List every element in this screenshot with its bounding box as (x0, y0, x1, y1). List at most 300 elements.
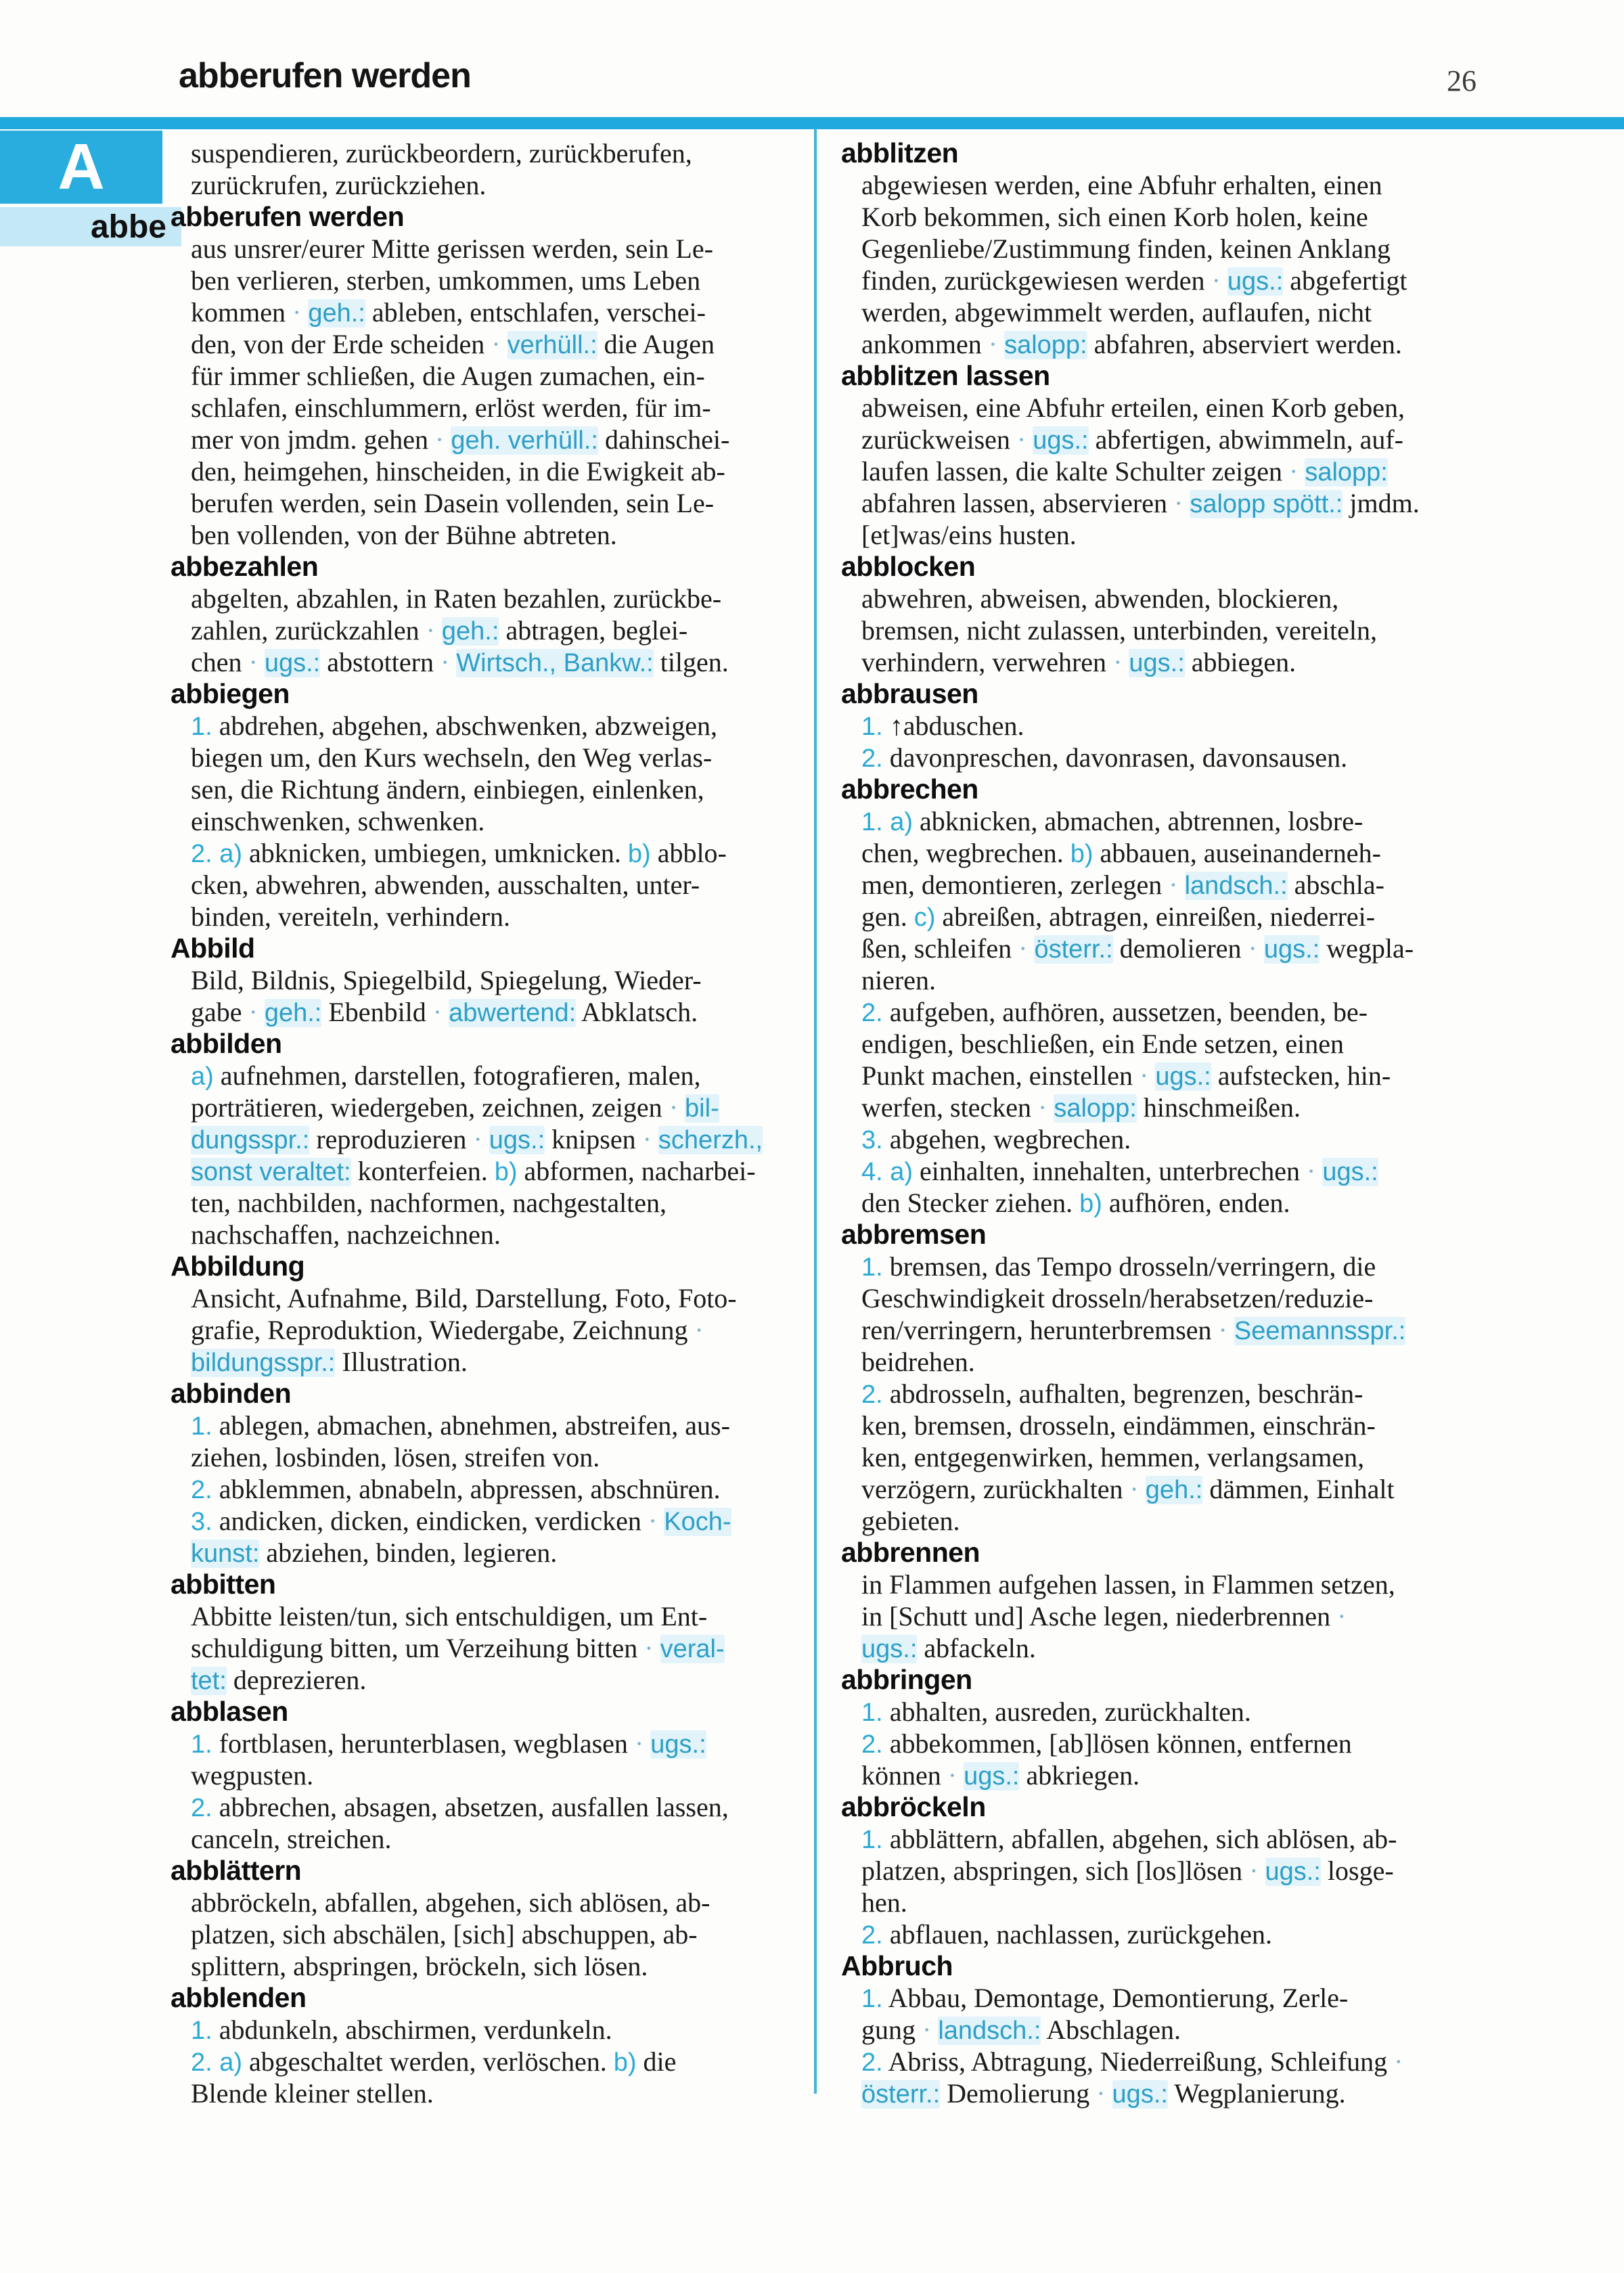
text-line (841, 1600, 1585, 1632)
register-label: Koch- (664, 1508, 731, 1536)
entry-headword: abbitten (171, 1569, 276, 1600)
entry-headword: abblenden (171, 1982, 307, 2013)
register-label: salopp: (1004, 331, 1087, 359)
register-label: ugs.: (1033, 426, 1089, 455)
text-run: abbiegen. (1184, 647, 1296, 677)
text-line (841, 1060, 1585, 1092)
sense-number: 1. (861, 808, 890, 836)
text-run: canceln, streichen. (191, 1824, 392, 1854)
separator-dot: · (1031, 1092, 1054, 1123)
text-line (841, 265, 1585, 296)
sense-number: 2. (861, 1921, 883, 1950)
register-label: scherzh., (658, 1126, 763, 1154)
text-line (171, 901, 807, 932)
text-run: ben verlieren, sterben, umkommen, ums Leben (191, 265, 701, 296)
text-run: porträtieren, wiedergeben, zeichnen, zeigen (191, 1092, 662, 1123)
register-label: geh.: (1145, 1476, 1203, 1504)
text-run: aus unsrer/eurer Mitte gerissen werden, sein Le- (191, 233, 713, 264)
text-line (171, 1664, 807, 1696)
register-label: ugs.: (650, 1730, 706, 1759)
sub-sense-letter: a) (219, 840, 243, 868)
text-run: finden, zurückgewiesen werden (861, 265, 1205, 296)
sense-number: 1. (861, 1698, 883, 1727)
text-line (171, 519, 807, 551)
separator-dot: · (466, 1124, 489, 1154)
text-run: wegpusten. (191, 1760, 314, 1791)
text-line (171, 1155, 807, 1187)
text-line (841, 1823, 1585, 1855)
text-run: zurückrufen, zurückziehen. (191, 170, 487, 200)
text-run: andicken, dicken, eindicken, verdicken (212, 1506, 641, 1536)
text-run: ten, nachbilden, nachformen, nachgestalten, (191, 1188, 667, 1218)
text-run: men, demontieren, zerlegen (861, 870, 1163, 900)
text-line (841, 1410, 1585, 1441)
separator-dot: · (1241, 933, 1264, 964)
sub-sense-letter: b) (494, 1158, 518, 1186)
text-line (171, 1728, 807, 1759)
text-run: bremsen, nicht zulassen, unterbinden, vereiteln, (861, 615, 1377, 646)
text-line (171, 1791, 807, 1823)
text-line (171, 964, 807, 996)
text-line (841, 169, 1585, 201)
text-line (171, 169, 807, 201)
text-run: ziehen, losbinden, lösen, streifen von. (191, 1442, 600, 1472)
sense-number: 2. (861, 2048, 883, 2077)
text-line (841, 1028, 1585, 1060)
text-run: ankommen (861, 329, 982, 359)
text-run: abknicken, umbiegen, umknicken. (242, 838, 628, 868)
text-run: davonpreschen, davonrasen, davonsausen. (882, 742, 1348, 773)
text-line (841, 328, 1585, 360)
text-line (841, 1092, 1585, 1123)
text-run: die (636, 2046, 677, 2077)
text-run: Gegenliebe/Zustimmung finden, keinen Anklang (861, 233, 1391, 264)
separator-dot: · (1300, 1156, 1323, 1186)
register-label: abwertend: (449, 999, 577, 1027)
text-run: aufgeben, aufhören, aussetzen, beenden, be- (882, 997, 1368, 1027)
entry-headword: abbrechen (841, 773, 978, 805)
text-line (841, 1346, 1585, 1378)
register-label: landsch.: (938, 2017, 1041, 2045)
text-line (171, 2077, 807, 2109)
separator-dot: · (637, 1633, 660, 1663)
register-label: österr.: (1034, 935, 1113, 964)
text-line (841, 932, 1585, 964)
text-line (171, 1282, 807, 1314)
sub-sense-letter: a) (191, 1062, 214, 1091)
text-line (841, 487, 1585, 519)
register-label: ugs.: (1265, 1858, 1321, 1886)
text-run: Geschwindigkeit drosseln/herabsetzen/reduzie- (861, 1283, 1374, 1313)
text-line (841, 1282, 1585, 1314)
text-run: ken, entgegenwirken, hemmen, verlangsamen, (861, 1442, 1365, 1472)
text-line (171, 1410, 807, 1441)
text-run: sen, die Richtung ändern, einbiegen, einlenken, (191, 774, 704, 805)
text-line (841, 201, 1585, 233)
text-run: abgehen, wegbrechen. (882, 1124, 1131, 1154)
register-label: ugs.: (1322, 1158, 1378, 1186)
text-line (841, 1855, 1585, 1887)
text-run: nachschaffen, nachzeichnen. (191, 1219, 501, 1250)
text-line (841, 1505, 1585, 1537)
sense-number: 2. (861, 1380, 883, 1409)
text-line (841, 1155, 1585, 1187)
text-run: in Flammen aufgehen lassen, in Flammen setzen, (861, 1569, 1395, 1600)
text-line (171, 1537, 807, 1569)
text-run: ren/verringern, herunterbremsen (861, 1315, 1212, 1345)
text-run: werfen, stecken (861, 1092, 1031, 1123)
text-line (841, 646, 1585, 678)
text-run: für immer schließen, die Augen zumachen, ein- (191, 361, 705, 391)
left-column (171, 137, 807, 2109)
text-run: Demolierung (940, 2078, 1090, 2109)
text-run: bremsen, das Tempo drosseln/verringern, die (882, 1251, 1376, 1282)
separator-dot: · (484, 329, 508, 359)
text-run: abklemmen, abnabeln, abpressen, abschnüren. (212, 1474, 721, 1504)
text-run: abgelten, abzahlen, in Raten bezahlen, zurückbe- (191, 583, 722, 614)
separator-dot: · (419, 615, 442, 646)
text-run: abkriegen. (1019, 1760, 1140, 1791)
entry-headword: Abbild (171, 932, 255, 964)
text-run: abflauen, nachlassen, zurückgehen. (882, 1919, 1272, 1950)
text-run: kommen (191, 297, 286, 328)
text-line (171, 1441, 807, 1473)
register-label: ugs.: (861, 1635, 918, 1663)
text-line (841, 1473, 1585, 1505)
text-run: [et]was/eins husten. (861, 520, 1077, 550)
register-label: tet: (191, 1667, 227, 1695)
register-label: ugs.: (964, 1762, 1020, 1791)
text-line (841, 837, 1585, 869)
sense-number: 2. (191, 1794, 212, 1822)
register-label: kunst: (191, 1539, 260, 1568)
register-label: bildungsspr.: (191, 1349, 336, 1377)
text-run: ben vollenden, von der Bühne abtreten. (191, 520, 617, 550)
text-run: losge- (1320, 1855, 1394, 1886)
text-run: abblättern, abfallen, abgehen, sich ablösen, ab- (882, 1824, 1397, 1854)
sense-number: 1. (191, 1412, 212, 1441)
separator-dot: · (916, 2015, 939, 2045)
sense-number: 1. (861, 1826, 883, 1854)
text-run: dahinschei- (597, 424, 730, 455)
text-run: abfahren lassen, abservieren (861, 488, 1167, 518)
register-label: bil- (685, 1094, 719, 1123)
entry-headword: abblitzen lassen (841, 360, 1050, 391)
sense-number: 1. (191, 1730, 212, 1759)
running-head: abberufen werden (179, 56, 471, 95)
register-label: salopp: (1305, 458, 1388, 487)
text-line (171, 1950, 807, 1982)
text-run: endigen, beschließen, ein Ende setzen, einen (861, 1029, 1345, 1059)
text-line (841, 1632, 1585, 1664)
sense-number: 1. (861, 1253, 883, 1282)
text-line (171, 869, 807, 901)
text-line (841, 1123, 1585, 1155)
text-run: gebieten. (861, 1506, 960, 1536)
text-run: konterfeien. (351, 1156, 495, 1186)
text-line (171, 1473, 807, 1505)
text-line (171, 773, 807, 805)
text-line (171, 646, 807, 678)
text-line (841, 1918, 1585, 1950)
page-number: 26 (1447, 64, 1476, 97)
separator-dot: · (627, 1728, 651, 1759)
text-line (171, 137, 807, 169)
sense-number: 2. (191, 1476, 212, 1504)
separator-dot: · (941, 1760, 964, 1791)
text-run: wegpla- (1320, 933, 1414, 964)
text-run: suspendieren, zurückbeordern, zurückberufen, (191, 138, 692, 168)
text-run: aufstecken, hin- (1211, 1060, 1391, 1091)
entry-headword: abberufen werden (171, 201, 405, 232)
separator-dot: · (1211, 1315, 1234, 1345)
register-label: dungsspr.: (191, 1126, 310, 1154)
register-label: landsch.: (1184, 872, 1288, 900)
text-line (841, 2014, 1585, 2046)
separator-dot: · (1010, 424, 1033, 455)
thumb-index-tab (0, 207, 181, 246)
text-run: platzen, sich abschälen, [sich] abschuppen, ab- (191, 1919, 698, 1950)
separator-dot: · (426, 997, 449, 1027)
text-run: abformen, nacharbei- (517, 1156, 756, 1186)
text-line (841, 964, 1585, 996)
sub-sense-letter: c) (914, 903, 936, 932)
text-run: Korb bekommen, sich einen Korb holen, keine (861, 202, 1368, 232)
text-run: abbekommen, [ab]lösen können, entfernen (882, 1728, 1352, 1759)
entry-headword: abbröckeln (841, 1791, 986, 1822)
separator-dot: · (1106, 647, 1129, 677)
sense-number: 2. (861, 1730, 883, 1759)
separator-dot: · (1282, 456, 1305, 487)
entry-headword: abblasen (171, 1696, 288, 1727)
text-run: Abbau, Demontage, Demontierung, Zerle- (882, 1983, 1349, 2013)
text-run: ken, bremsen, drosseln, eindämmen, einschrän- (861, 1410, 1376, 1441)
text-line (171, 1632, 807, 1664)
column-divider (814, 129, 817, 2094)
register-label: geh.: (308, 299, 365, 328)
separator-dot: · (635, 1124, 658, 1154)
text-run: abbrechen, absagen, absetzen, ausfallen lassen, (212, 1792, 729, 1822)
entry-headword: abbremsen (841, 1219, 987, 1250)
separator-dot: · (242, 997, 265, 1027)
text-line (171, 392, 807, 424)
text-run: den, heimgehen, hinscheiden, in die Ewigkeit ab- (191, 456, 725, 487)
text-run: demolieren (1112, 933, 1242, 964)
text-run: verzögern, zurückhalten (861, 1474, 1123, 1504)
text-run: abhalten, ausreden, zurückhalten. (882, 1696, 1251, 1727)
separator-dot: · (641, 1506, 664, 1536)
text-run: Abklatsch. (576, 997, 698, 1027)
text-run: abreißen, abtragen, einreißen, niederrei- (935, 901, 1376, 932)
text-line (841, 1982, 1585, 2014)
sub-sense-letter: a) (219, 2048, 243, 2077)
text-run: einhalten, innehalten, unterbrechen (913, 1156, 1301, 1186)
separator-dot: · (1133, 1060, 1156, 1091)
text-line (171, 1759, 807, 1791)
register-label: geh. verhüll.: (451, 426, 598, 455)
text-run: schlafen, einschlummern, erlöst werden, für im- (191, 392, 711, 423)
text-run: abfahren, abserviert werden. (1087, 329, 1402, 359)
register-label: verhüll.: (507, 331, 597, 359)
entry-headword: abbrennen (841, 1537, 980, 1568)
sub-sense-letter: b) (613, 2048, 637, 2077)
entry-headword: Abbruch (841, 1950, 953, 1981)
sense-number: 3. (191, 1508, 212, 1536)
text-run: abweisen, eine Abfuhr erteilen, einen Korb geben, (861, 392, 1405, 423)
register-label: Seemannsspr.: (1234, 1317, 1406, 1345)
register-label: ugs.: (1155, 1062, 1211, 1091)
text-line (171, 1219, 807, 1251)
separator-dot: · (1242, 1855, 1265, 1886)
text-run: abschla- (1287, 870, 1384, 900)
text-line (841, 233, 1585, 265)
register-label: Wirtsch., Bankw.: (456, 649, 654, 677)
text-run: abfackeln. (917, 1633, 1036, 1663)
sense-number: 1. (861, 713, 883, 741)
text-run: knipsen (545, 1124, 636, 1154)
text-line (171, 296, 807, 328)
separator-dot: · (1330, 1601, 1347, 1631)
sub-sense-letter: b) (627, 840, 651, 868)
text-run: cken, abwehren, abwenden, ausschalten, unter- (191, 870, 700, 900)
text-run: abgeschaltet werden, verlöschen. (242, 2046, 614, 2077)
text-line (841, 455, 1585, 487)
text-run: tilgen. (653, 647, 729, 677)
text-line (171, 1346, 807, 1378)
thumb-index-label: abbe (90, 208, 166, 245)
text-line (171, 1505, 807, 1537)
text-line (171, 1123, 807, 1155)
text-run: abgewiesen werden, eine Abfuhr erhalten, einen (861, 170, 1382, 200)
text-line (171, 2014, 807, 2046)
sub-sense-letter: a) (890, 808, 914, 836)
register-label: ugs.: (264, 649, 321, 677)
text-run: gen. (861, 901, 914, 932)
register-label: ugs.: (1112, 2080, 1168, 2109)
text-run: biegen um, den Kurs wechseln, den Weg verlas- (191, 742, 713, 773)
text-run: hinschmeißen. (1136, 1092, 1301, 1123)
text-line (171, 1823, 807, 1855)
register-label: ugs.: (1263, 935, 1320, 964)
text-run: jmdm. (1343, 488, 1420, 518)
text-line (841, 424, 1585, 455)
text-run: abbauen, auseinanderneh- (1093, 838, 1381, 868)
text-line (171, 1187, 807, 1219)
entry-headword: abblocken (841, 551, 976, 582)
text-line (171, 1060, 807, 1092)
text-run: chen, wegbrechen. (861, 838, 1070, 868)
text-line (171, 424, 807, 455)
text-run: chen (191, 647, 242, 677)
text-run: Abbitte leisten/tun, sich entschuldigen, um Ent- (191, 1601, 708, 1631)
text-line (171, 328, 807, 360)
text-run: berufen werden, sein Dasein vollenden, sein Le- (191, 488, 715, 518)
text-run: abtragen, beglei- (499, 615, 688, 646)
sense-number: 2. (191, 2048, 220, 2077)
text-run: splittern, abspringen, bröckeln, sich lösen. (191, 1951, 648, 1981)
sense-number: 1. (191, 713, 212, 741)
text-run: zurückweisen (861, 424, 1010, 455)
text-line (841, 1314, 1585, 1346)
text-run: abdrosseln, aufhalten, begrenzen, beschrän- (882, 1378, 1363, 1409)
entry-headword: abbrausen (841, 678, 978, 709)
text-line (171, 360, 807, 392)
text-run: abstottern (320, 647, 434, 677)
text-run: in [Schutt und] Asche legen, niederbrennen (861, 1601, 1331, 1631)
text-line (171, 487, 807, 519)
text-run: abbröckeln, abfallen, abgehen, sich ablösen, ab- (191, 1887, 710, 1918)
text-run: dämmen, Einhalt (1202, 1474, 1395, 1504)
separator-dot: · (1204, 265, 1227, 296)
entry-headword: Abbildung (171, 1251, 305, 1282)
text-line (171, 742, 807, 773)
separator-dot: · (1387, 2046, 1403, 2077)
text-line (171, 1314, 807, 1346)
text-run: abziehen, binden, legieren. (259, 1537, 558, 1568)
register-label: ugs.: (1129, 649, 1185, 677)
text-run: nieren. (861, 965, 936, 995)
text-run: abgefertigt (1283, 265, 1407, 296)
text-run: Abschlagen. (1041, 2015, 1181, 2045)
text-run: binden, vereiteln, verhindern. (191, 901, 511, 932)
text-run: reproduzieren (309, 1124, 467, 1154)
text-run: ablegen, abmachen, abnehmen, abstreifen, aus- (212, 1410, 730, 1441)
text-run: platzen, abspringen, sich [los]lösen (861, 1855, 1243, 1886)
separator-dot: · (285, 297, 309, 328)
text-line (841, 869, 1585, 901)
text-line (841, 2046, 1585, 2077)
text-run: abdrehen, abgehen, abschwenken, abzweigen, (212, 711, 718, 741)
text-line (841, 296, 1585, 328)
entry-headword: abblättern (171, 1855, 302, 1886)
register-label: ugs.: (1227, 267, 1284, 296)
separator-dot: · (687, 1315, 704, 1345)
text-run: fortblasen, herunterblasen, wegblasen (212, 1728, 628, 1759)
text-line (171, 614, 807, 646)
text-line (841, 1251, 1585, 1282)
text-line (171, 805, 807, 837)
text-line (841, 1569, 1585, 1600)
text-run: einschwenken, schwenken. (191, 806, 485, 836)
text-line (841, 901, 1585, 932)
sub-sense-letter: a) (890, 1158, 914, 1186)
right-column (841, 137, 1585, 2109)
text-line (171, 265, 807, 296)
separator-dot: · (242, 647, 265, 677)
sub-sense-letter: b) (1070, 840, 1093, 868)
text-run: verhindern, verwehren (861, 647, 1107, 677)
text-run: abfertigen, abwimmeln, auf- (1088, 424, 1403, 455)
text-run: Punkt machen, einstellen (861, 1060, 1133, 1091)
text-run: grafie, Reproduktion, Wiedergabe, Zeichnung (191, 1315, 688, 1345)
text-line (841, 2077, 1585, 2109)
text-run: gabe (191, 997, 242, 1027)
entry-headword: abblitzen (841, 137, 959, 168)
text-run: Ebenbild (321, 997, 426, 1027)
text-line (841, 1187, 1585, 1219)
register-label: ugs.: (489, 1126, 545, 1154)
text-run: die Augen (597, 329, 715, 359)
register-label: salopp spött.: (1190, 490, 1343, 518)
text-run: laufen lassen, die kalte Schulter zeigen (861, 456, 1282, 487)
text-line (171, 1600, 807, 1632)
text-run: abdunkeln, abschirmen, verdunkeln. (212, 2015, 612, 2045)
text-run: Wegplanierung. (1167, 2078, 1346, 2109)
register-label: veral- (660, 1635, 725, 1663)
entry-headword: abbiegen (171, 678, 290, 709)
text-line (171, 1887, 807, 1918)
text-run: hen. (861, 1887, 907, 1918)
